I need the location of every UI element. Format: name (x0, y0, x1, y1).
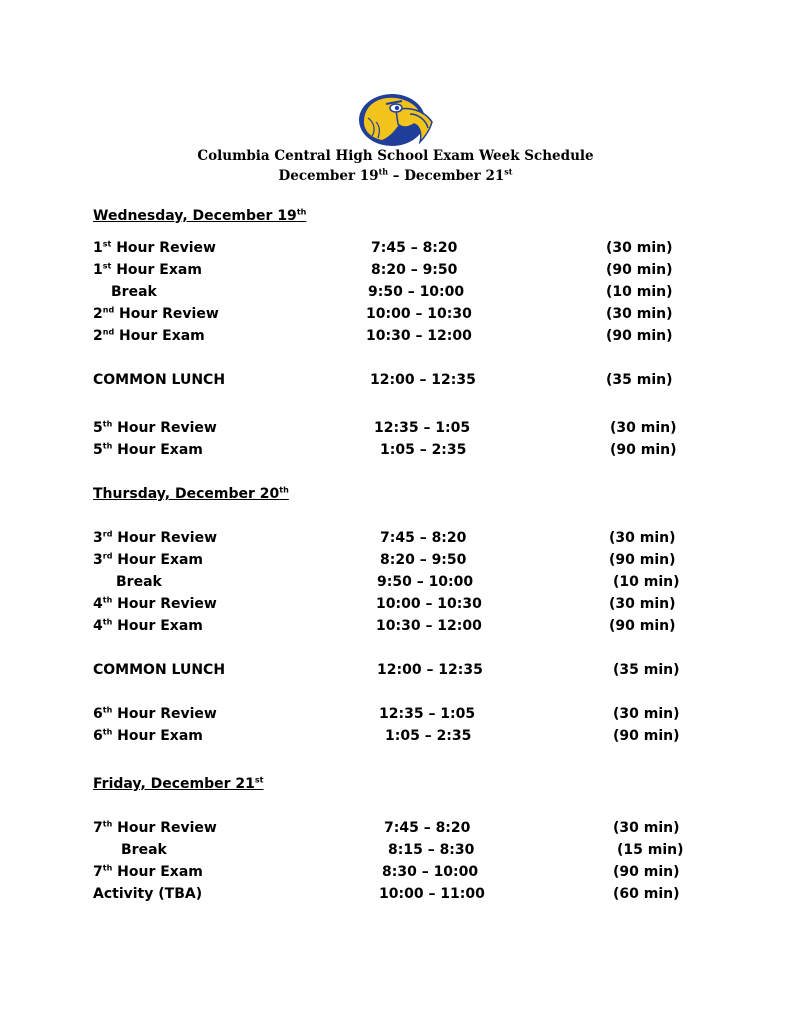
row-time: 10:30 – 12:00 (376, 618, 482, 634)
row-sup: nd (102, 327, 115, 337)
row-sup: th (102, 595, 113, 605)
day-heading-sup: st (254, 775, 264, 785)
row-sup: th (102, 705, 113, 715)
row-label (93, 820, 217, 836)
schedule-row (0, 662, 791, 682)
row-duration: (10 min) (606, 284, 673, 300)
row-duration: (30 min) (606, 306, 673, 322)
row-duration: (15 min) (617, 842, 684, 858)
row-sup: th (102, 727, 113, 737)
date-range-end-sup: st (504, 166, 513, 177)
row-time: 12:00 – 12:35 (377, 662, 483, 678)
row-time: 9:50 – 10:00 (377, 574, 474, 590)
schedule-row (0, 618, 791, 638)
row-duration: (10 min) (613, 574, 680, 590)
date-range-start-sup: th (378, 166, 389, 177)
row-label-text: Break (121, 842, 167, 858)
row-duration: (90 min) (609, 552, 676, 568)
row-duration: (30 min) (613, 706, 680, 722)
date-range (0, 168, 791, 184)
row-duration: (90 min) (606, 328, 673, 344)
day-heading-sup: th (279, 485, 289, 495)
row-label-text: COMMON LUNCH (93, 662, 226, 678)
row-time: 10:00 – 11:00 (379, 886, 485, 902)
row-num: 1 (93, 240, 103, 256)
row-label-text: Hour Exam (112, 728, 203, 744)
row-label (93, 240, 216, 256)
schedule-row (0, 706, 791, 726)
row-label (93, 596, 217, 612)
row-num: 3 (93, 530, 103, 546)
date-range-start: December 19 (278, 168, 379, 184)
row-duration: (90 min) (610, 442, 677, 458)
row-duration: (90 min) (609, 618, 676, 634)
schedule-row (0, 306, 791, 326)
row-num: 5 (93, 442, 103, 458)
row-num: 3 (93, 552, 103, 568)
row-num: 4 (93, 618, 103, 634)
row-label (93, 530, 217, 546)
row-time: 7:45 – 8:20 (371, 240, 458, 256)
row-time: 9:50 – 10:00 (368, 284, 465, 300)
row-sup: th (102, 819, 113, 829)
day-heading-text: Friday, December 21 (93, 776, 255, 792)
row-time: 10:30 – 12:00 (366, 328, 472, 344)
row-duration: (35 min) (606, 372, 673, 388)
schedule-row (0, 442, 791, 462)
schedule-row (0, 420, 791, 440)
row-duration: (30 min) (613, 820, 680, 836)
schedule-row (0, 530, 791, 550)
schedule-row (0, 728, 791, 748)
schedule-row (0, 596, 791, 616)
row-sup: rd (102, 529, 113, 539)
row-label (93, 262, 202, 278)
row-label-text: Hour Exam (112, 442, 203, 458)
row-label (93, 442, 203, 458)
row-label (93, 328, 205, 344)
row-time: 8:20 – 9:50 (380, 552, 467, 568)
schedule-row (0, 842, 791, 862)
row-label (93, 706, 217, 722)
row-label-text: Hour Review (112, 706, 217, 722)
schedule-row (0, 552, 791, 572)
row-num: 2 (93, 306, 103, 322)
row-num: 5 (93, 420, 103, 436)
row-duration: (30 min) (609, 530, 676, 546)
row-num: 7 (93, 864, 103, 880)
row-label-text: Hour Exam (112, 618, 203, 634)
row-duration: (35 min) (613, 662, 680, 678)
day-heading-sup: th (296, 207, 307, 217)
day-heading-text: Thursday, December 20 (93, 486, 280, 502)
row-label-text: Hour Exam (112, 552, 204, 568)
row-duration: (90 min) (606, 262, 673, 278)
row-num: 1 (93, 262, 103, 278)
row-sup: st (102, 261, 112, 271)
row-duration: (60 min) (613, 886, 680, 902)
row-label (93, 864, 203, 880)
row-label-text: Hour Review (114, 306, 219, 322)
row-duration: (30 min) (606, 240, 673, 256)
row-label-text: Hour Review (112, 530, 218, 546)
schedule-row (0, 574, 791, 594)
row-time: 1:05 – 2:35 (380, 442, 467, 458)
row-sup: th (102, 617, 113, 627)
row-sup: th (102, 441, 113, 451)
schedule-row (0, 372, 791, 392)
row-label (93, 420, 217, 436)
row-sup: th (102, 863, 113, 873)
row-duration: (90 min) (613, 728, 680, 744)
row-label-text: Hour Exam (114, 328, 205, 344)
schedule-row (0, 886, 791, 906)
row-label-text: Hour Review (112, 420, 217, 436)
row-label-text: Hour Exam (112, 864, 203, 880)
schedule-row (0, 820, 791, 840)
row-time: 7:45 – 8:20 (384, 820, 471, 836)
row-time: 7:45 – 8:20 (380, 530, 467, 546)
row-duration: (30 min) (610, 420, 677, 436)
row-duration: (30 min) (609, 596, 676, 612)
row-time: 12:00 – 12:35 (370, 372, 476, 388)
day-heading-wednesday (93, 208, 306, 224)
row-num: 4 (93, 596, 103, 612)
row-time: 8:30 – 10:00 (382, 864, 479, 880)
row-label-text: Hour Review (111, 240, 216, 256)
schedule-row (0, 240, 791, 260)
row-time: 12:35 – 1:05 (374, 420, 471, 436)
row-time: 1:05 – 2:35 (385, 728, 472, 744)
row-label-text: COMMON LUNCH (93, 372, 226, 388)
day-heading-friday (93, 776, 264, 792)
row-num: 6 (93, 706, 103, 722)
day-heading-thursday (93, 486, 289, 502)
row-sup: nd (102, 305, 115, 315)
row-label (93, 552, 203, 568)
schedule-row (0, 262, 791, 282)
row-label-text: Hour Exam (111, 262, 202, 278)
row-label-text: Hour Review (112, 820, 217, 836)
row-time: 12:35 – 1:05 (379, 706, 476, 722)
row-label-text: Break (116, 574, 162, 590)
row-label (93, 306, 219, 322)
schedule-row (0, 284, 791, 304)
row-sup: rd (102, 551, 113, 561)
row-label (93, 728, 203, 744)
row-duration: (90 min) (613, 864, 680, 880)
schedule-row (0, 864, 791, 884)
row-label-text: Break (111, 284, 157, 300)
day-heading-text: Wednesday, December 19 (93, 208, 297, 224)
schedule-row (0, 328, 791, 348)
eagle-head-logo-icon (358, 92, 434, 148)
row-sup: th (102, 419, 113, 429)
row-time: 8:20 – 9:50 (371, 262, 458, 278)
row-time: 10:00 – 10:30 (366, 306, 472, 322)
row-num: 7 (93, 820, 103, 836)
row-label (93, 618, 203, 634)
row-sup: st (102, 239, 112, 249)
date-range-mid: – December 21 (388, 168, 505, 184)
row-label-text: Activity (TBA) (93, 886, 203, 902)
document-title: Columbia Central High School Exam Week Schedule (197, 148, 594, 164)
row-num: 6 (93, 728, 103, 744)
row-time: 8:15 – 8:30 (388, 842, 475, 858)
row-label-text: Hour Review (112, 596, 217, 612)
row-num: 2 (93, 328, 103, 344)
row-time: 10:00 – 10:30 (376, 596, 482, 612)
